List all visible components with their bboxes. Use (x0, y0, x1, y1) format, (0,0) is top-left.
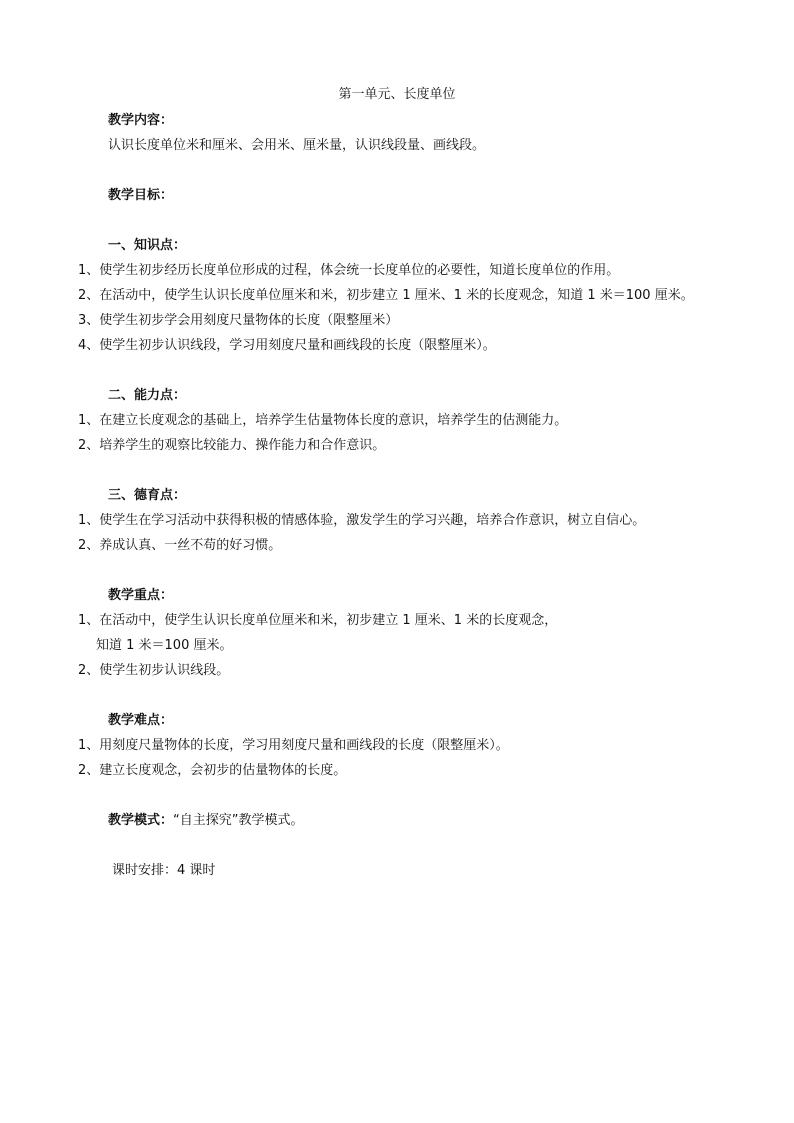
difficulties-heading: 教学难点： (108, 713, 174, 728)
knowledge-item: 4、使学生初步认识线段，学习用刻度尺量和画线段的长度（限整厘米）。 (78, 338, 496, 353)
ability-item: 1、在建立长度观念的基础上，培养学生估量物体长度的意识，培养学生的估测能力。 (78, 413, 568, 428)
moral-item: 2、养成认真、一丝不苟的好习惯。 (78, 538, 282, 553)
teaching-mode (108, 809, 304, 828)
document-title: 第一单元、长度单位 (338, 87, 456, 102)
key-point-item: 1、在活动中，使学生认识长度单位厘米和米，初步建立 1 厘米、1 米的长度观念， (78, 613, 558, 628)
difficulty-item: 2、建立长度观念，会初步的估量物体的长度。 (78, 763, 347, 778)
key-point-item-continuation: 知道 1 米＝100 厘米。 (96, 638, 233, 653)
knowledge-item: 2、在活动中，使学生认识长度单位厘米和米，初步建立 1 厘米、1 米的长度观念，知道 1 米＝100 厘米。 (78, 288, 694, 303)
ability-heading: 二、能力点： (108, 388, 187, 403)
difficulty-item: 1、用刻度尺量物体的长度，学习用刻度尺量和画线段的长度（限整厘米）。 (78, 738, 509, 753)
knowledge-item: 3、使学生初步学会用刻度尺量物体的长度（限整厘米） (78, 313, 399, 328)
teaching-mode-label: 教学模式： (108, 813, 174, 828)
moral-heading: 三、德育点： (108, 488, 187, 503)
key-points-heading: 教学重点： (108, 588, 174, 603)
teaching-mode-value: “自主探究”教学模式。 (173, 813, 304, 828)
knowledge-heading: 一、知识点： (108, 238, 187, 253)
class-schedule: 课时安排：4 课时 (112, 863, 216, 878)
content-text: 认识长度单位米和厘米、会用米、厘米量，认识线段量、画线段。 (108, 138, 486, 153)
content-heading: 教学内容： (108, 113, 174, 128)
key-point-item: 2、使学生初步认识线段。 (78, 663, 230, 678)
ability-item: 2、培养学生的观察比较能力、操作能力和合作意识。 (78, 438, 386, 453)
knowledge-item: 1、使学生初步经历长度单位形成的过程，体会统一长度单位的必要性，知道长度单位的作用。 (78, 263, 620, 278)
moral-item: 1、使学生在学习活动中获得积极的情感体验，激发学生的学习兴趣，培养合作意识，树立自信心。 (78, 513, 646, 528)
goals-heading: 教学目标： (108, 188, 174, 203)
